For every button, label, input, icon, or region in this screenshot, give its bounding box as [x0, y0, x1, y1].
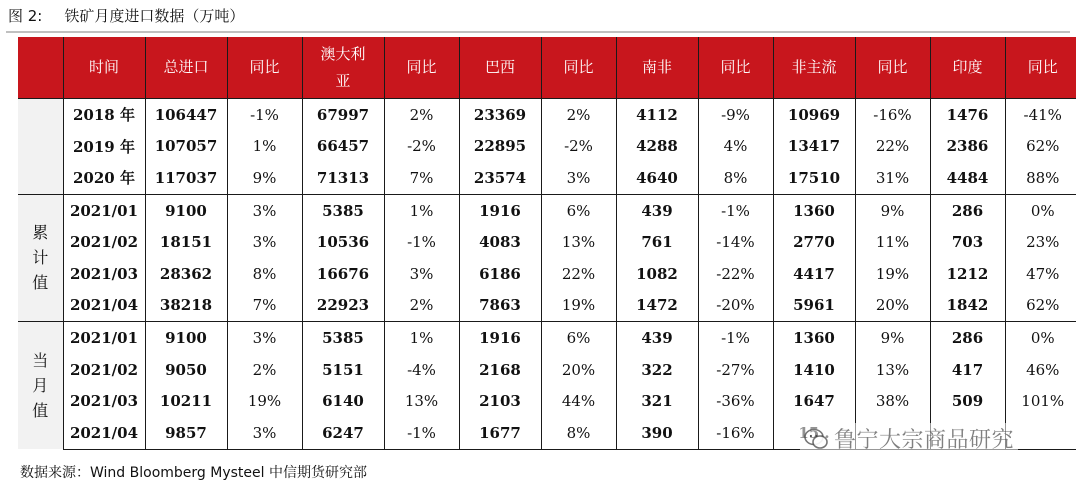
- table-cell: 17510: [773, 162, 855, 194]
- table-cell: 1677: [459, 417, 541, 449]
- row-period: 2018 年: [63, 99, 145, 131]
- table-cell: 1647: [773, 385, 855, 417]
- column-header: 同比: [855, 37, 930, 99]
- table-cell: 6186: [459, 258, 541, 290]
- row-period: 2020 年: [63, 162, 145, 194]
- table-cell: 3%: [384, 258, 459, 290]
- table-cell: 5385: [302, 194, 384, 226]
- iron-ore-import-table: [18, 37, 1076, 450]
- table-cell: 13%: [541, 226, 616, 258]
- table-cell: 2%: [384, 99, 459, 131]
- table-cell: 19%: [541, 290, 616, 322]
- table-cell: 22%: [541, 258, 616, 290]
- table-cell: 71313: [302, 162, 384, 194]
- table-cell: 28362: [145, 258, 227, 290]
- row-period: 2021/02: [63, 226, 145, 258]
- table-cell: 703: [930, 226, 1005, 258]
- table-cell: 23369: [459, 99, 541, 131]
- table-cell: -36%: [698, 385, 773, 417]
- table-cell: 6247: [302, 417, 384, 449]
- table-cell: 9100: [145, 322, 227, 354]
- watermark-text: 鲁宁大宗商品研究: [834, 428, 1015, 453]
- table-cell: -2%: [541, 131, 616, 163]
- table-cell: 0%: [1005, 194, 1076, 226]
- table-cell: 66457: [302, 131, 384, 163]
- table-cell: 23574: [459, 162, 541, 194]
- table-cell: 117037: [145, 162, 227, 194]
- table-cell: 19%: [855, 258, 930, 290]
- table-cell: 38%: [855, 385, 930, 417]
- wechat-icon: [804, 428, 828, 450]
- table-cell: 2%: [384, 290, 459, 322]
- table-cell: -9%: [698, 99, 773, 131]
- column-header: 总进口: [145, 37, 227, 99]
- table-cell: 1476: [930, 99, 1005, 131]
- table-cell: -27%: [698, 354, 773, 386]
- table-cell: 2168: [459, 354, 541, 386]
- table-cell: 10211: [145, 385, 227, 417]
- table-cell: 4484: [930, 162, 1005, 194]
- column-header: 时间: [63, 37, 145, 99]
- table-cell: 6140: [302, 385, 384, 417]
- row-period: 2021/04: [63, 290, 145, 322]
- table-cell: 322: [616, 354, 698, 386]
- table-cell: 8%: [698, 162, 773, 194]
- row-period: 2021/01: [63, 322, 145, 354]
- header-corner: [18, 37, 63, 99]
- table-cell: -1%: [384, 417, 459, 449]
- figure-title: 铁矿月度进口数据（万吨）: [64, 7, 245, 25]
- table-cell: 2%: [541, 99, 616, 131]
- table-cell: 6%: [541, 194, 616, 226]
- row-period: 2021/03: [63, 258, 145, 290]
- table-cell: 62%: [1026, 137, 1060, 156]
- table-cell: 10536: [302, 226, 384, 258]
- watermark: [800, 423, 1018, 454]
- group-label: 累 计 值: [18, 194, 63, 321]
- table-cell: 9%: [855, 322, 930, 354]
- table-cell: 761: [616, 226, 698, 258]
- table-cell: 20%: [541, 354, 616, 386]
- column-header: 印度: [930, 37, 1005, 99]
- table-cell: -2%: [384, 131, 459, 163]
- column-header: 同比: [541, 37, 616, 99]
- table-cell: 5385: [302, 322, 384, 354]
- table-cell: 1916: [459, 194, 541, 226]
- table-cell: 7%: [384, 162, 459, 194]
- group-label: [18, 99, 63, 195]
- table-row: [18, 385, 1076, 417]
- table-cell: 3%: [227, 194, 302, 226]
- table-row: [18, 290, 1076, 322]
- table-cell: 1%: [384, 194, 459, 226]
- table-body: [18, 99, 1076, 450]
- table-cell: 88%: [1005, 162, 1076, 194]
- column-header: 同比: [384, 37, 459, 99]
- group-label: 当 月 值: [18, 322, 63, 449]
- table-cell: 47%: [1026, 264, 1060, 283]
- table-cell: 417: [930, 354, 1005, 386]
- table-cell: -20%: [698, 290, 773, 322]
- table-cell: -1%: [698, 194, 773, 226]
- table-cell: 7%: [227, 290, 302, 322]
- table-cell: 9%: [227, 162, 302, 194]
- table-cell: 44%: [541, 385, 616, 417]
- table-cell: 10969: [773, 99, 855, 131]
- table-cell: 13417: [773, 131, 855, 163]
- table-cell: 2386: [930, 131, 1005, 163]
- table-cell: 22923: [302, 290, 384, 322]
- table-row: [18, 99, 1076, 131]
- row-period: 2021/03: [63, 385, 145, 417]
- column-header: 非主流: [773, 37, 855, 99]
- table-cell: 23%: [1026, 233, 1060, 252]
- table-cell: 286: [930, 322, 1005, 354]
- table-cell: 1472: [616, 290, 698, 322]
- table-cell: 1212: [930, 258, 1005, 290]
- table-cell: 9%: [855, 194, 930, 226]
- table-header-row: [18, 37, 1076, 99]
- table-cell: -22%: [698, 258, 773, 290]
- table-cell: 3%: [227, 417, 302, 449]
- table-cell: 106447: [145, 99, 227, 131]
- table-cell: 2%: [227, 354, 302, 386]
- table-cell: 1%: [384, 322, 459, 354]
- table-cell: 46%: [1026, 360, 1060, 379]
- source-note: 数据来源：Wind Bloomberg Mysteel 中信期货研究部: [20, 465, 367, 481]
- row-period: 2021/01: [63, 194, 145, 226]
- table-cell: -16%: [855, 99, 930, 131]
- table-cell: 4%: [698, 131, 773, 163]
- table-cell: 5961: [773, 290, 855, 322]
- table-row: [18, 354, 1076, 386]
- table-cell: 38218: [145, 290, 227, 322]
- table-cell: 321: [616, 385, 698, 417]
- table-cell: 13%: [855, 354, 930, 386]
- table-row: [18, 226, 1076, 258]
- table-cell: 13%: [384, 385, 459, 417]
- table-cell: 3%: [541, 162, 616, 194]
- table-cell: 9050: [145, 354, 227, 386]
- table-cell: 31%: [855, 162, 930, 194]
- table-cell: 101%: [1021, 392, 1065, 411]
- table-cell: 439: [616, 322, 698, 354]
- table-cell: -4%: [384, 354, 459, 386]
- table-cell: 0%: [1005, 322, 1076, 354]
- table-cell: 1916: [459, 322, 541, 354]
- table-cell: 22895: [459, 131, 541, 163]
- column-header: 同比: [698, 37, 773, 99]
- table-row: [18, 162, 1076, 194]
- table-cell: -1%: [698, 322, 773, 354]
- table-cell: 1410: [773, 354, 855, 386]
- table-cell: 18151: [145, 226, 227, 258]
- table-cell: 107057: [145, 131, 227, 163]
- table-cell: 1%: [227, 131, 302, 163]
- table-cell: 4288: [616, 131, 698, 163]
- row-period: 2021/04: [63, 417, 145, 449]
- column-header: 同比: [1005, 37, 1076, 99]
- table-cell: 6%: [541, 322, 616, 354]
- table-cell: 2770: [773, 226, 855, 258]
- column-header: 巴西: [459, 37, 541, 99]
- table-cell: -1%: [227, 99, 302, 131]
- table-cell: 1360: [773, 194, 855, 226]
- table-row: [18, 131, 1076, 163]
- table-cell: 16676: [302, 258, 384, 290]
- column-header: 同比: [227, 37, 302, 99]
- table-row: [18, 258, 1076, 290]
- row-period: 2021/02: [63, 354, 145, 386]
- table-cell: -16%: [698, 417, 773, 449]
- table-cell: 11%: [855, 226, 930, 258]
- table-cell: 7863: [459, 290, 541, 322]
- table-cell: 62%: [1005, 290, 1076, 322]
- row-period: 2019 年: [63, 131, 145, 163]
- table-row: [18, 322, 1076, 354]
- table-row: [18, 194, 1076, 226]
- table-cell: 4083: [459, 226, 541, 258]
- table-cell: 19%: [227, 385, 302, 417]
- table-cell: 439: [616, 194, 698, 226]
- table-cell: 4112: [616, 99, 698, 131]
- table-cell: 509: [930, 385, 1005, 417]
- figure-label: 图 2:: [8, 7, 43, 25]
- table-cell: 4640: [616, 162, 698, 194]
- figure-caption: [8, 4, 244, 28]
- table-cell: 390: [616, 417, 698, 449]
- table-cell: 8%: [541, 417, 616, 449]
- column-header: 澳大利 亚: [302, 37, 384, 99]
- table-cell: 22%: [855, 131, 930, 163]
- table-cell: 1842: [930, 290, 1005, 322]
- table-cell: 1360: [773, 322, 855, 354]
- table-cell: 67997: [302, 99, 384, 131]
- table-cell: 4417: [773, 258, 855, 290]
- table-cell: 3%: [227, 226, 302, 258]
- table-cell: 286: [930, 194, 1005, 226]
- table-cell: 8%: [227, 258, 302, 290]
- table-cell: 1082: [616, 258, 698, 290]
- table-cell: 9857: [145, 417, 227, 449]
- table-cell: -41%: [1005, 99, 1076, 131]
- table-cell: 3%: [227, 322, 302, 354]
- table-cell: 5151: [302, 354, 384, 386]
- table-cell: 2103: [459, 385, 541, 417]
- table-cell: 20%: [855, 290, 930, 322]
- caption-divider: [6, 31, 1070, 33]
- column-header: 南非: [616, 37, 698, 99]
- table-cell: -14%: [698, 226, 773, 258]
- table-cell: -1%: [384, 226, 459, 258]
- table-cell: 9100: [145, 194, 227, 226]
